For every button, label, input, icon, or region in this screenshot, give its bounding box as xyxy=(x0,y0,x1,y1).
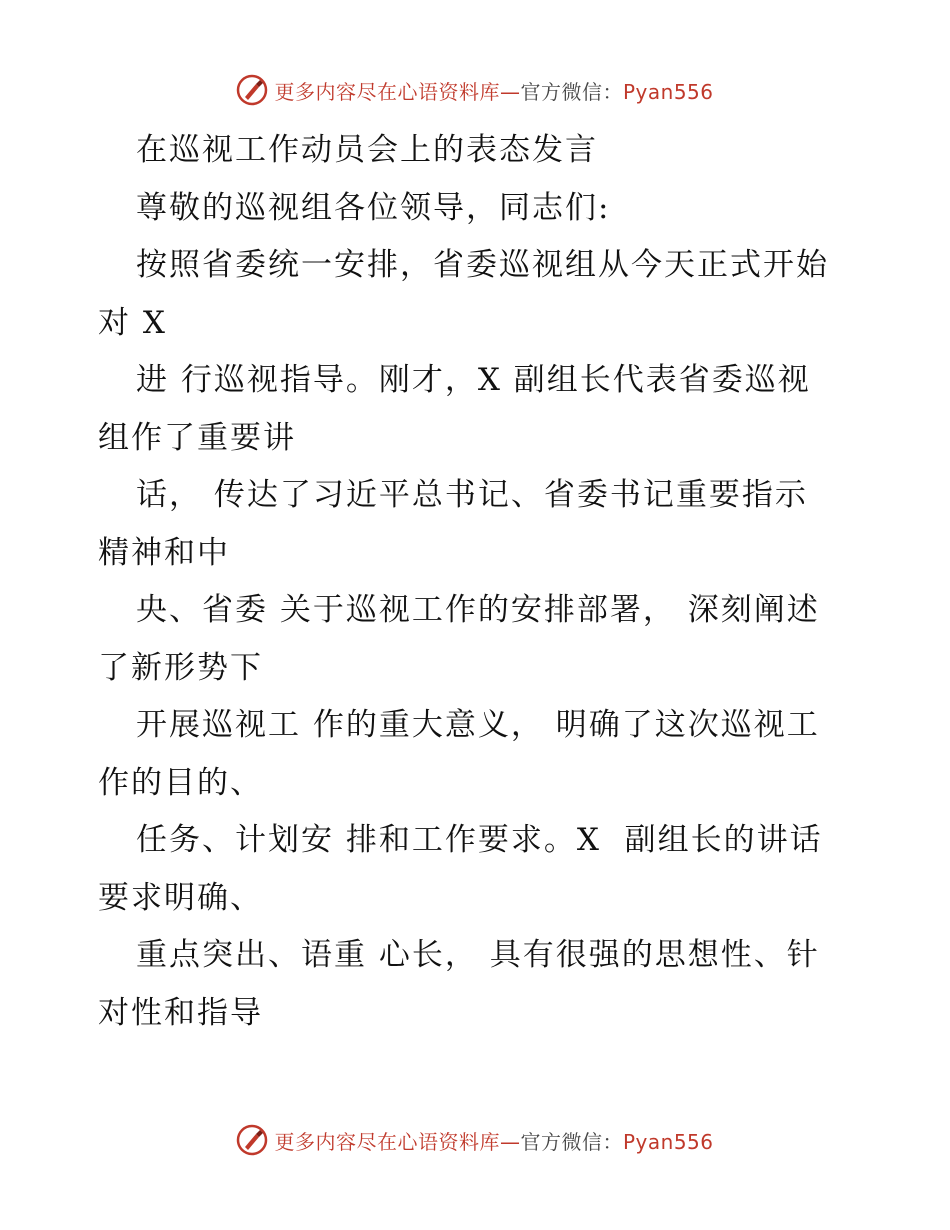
body-line: 任务、计划安 排和工作要求。X 副组长的讲话 xyxy=(136,822,823,858)
watermark-dash: — xyxy=(499,79,521,104)
document-title: 在巡视工作动员会上的表态发言 xyxy=(136,132,598,168)
body-line: 重点突出、语重 心长， 具有很强的思想性、针 xyxy=(136,937,820,973)
watermark-brand: 更多内容尽在心语资料库 xyxy=(274,1129,500,1154)
body-line: 话， 传达了习近平总书记、省委书记重要指示 xyxy=(136,477,808,513)
salutation-line: 尊敬的巡视组各位领导，同志们: xyxy=(136,189,611,226)
watermark-brand: 更多内容尽在心语资料库 xyxy=(274,79,500,104)
body-line: 精神和中 xyxy=(98,534,230,571)
body-line: 对性和指导 xyxy=(98,994,263,1031)
body-line: 了新形势下 xyxy=(98,649,263,686)
body-line: 央、省委 关于巡视工作的安排部署， 深刻阐述 xyxy=(136,592,820,628)
body-line: 要求明确、 xyxy=(98,879,263,916)
watermark-label: 官方微信： xyxy=(520,79,623,104)
body-line: 对 X xyxy=(98,304,167,341)
pen-logo-icon xyxy=(236,1124,268,1156)
watermark-dash: — xyxy=(499,1129,521,1154)
body-line: 进 行巡视指导。刚才，X 副组长代表省委巡视 xyxy=(136,362,811,398)
header-watermark xyxy=(0,70,950,110)
watermark-wechat-id: Pyan556 xyxy=(622,1129,714,1154)
watermark-text xyxy=(274,1126,713,1155)
body-line: 开展巡视工 作的重大意义， 明确了这次巡视工 xyxy=(136,707,820,743)
watermark-label: 官方微信： xyxy=(520,1129,623,1154)
body-line: 组作了重要讲 xyxy=(98,419,296,456)
watermark-wechat-id: Pyan556 xyxy=(622,79,714,104)
footer-watermark xyxy=(0,1120,950,1160)
watermark-text xyxy=(274,76,713,105)
pen-logo-icon xyxy=(236,74,268,106)
body-line: 按照省委统一安排，省委巡视组从今天正式开始 xyxy=(136,247,829,283)
document-body xyxy=(98,122,858,1042)
body-line: 作的目的、 xyxy=(98,764,263,801)
